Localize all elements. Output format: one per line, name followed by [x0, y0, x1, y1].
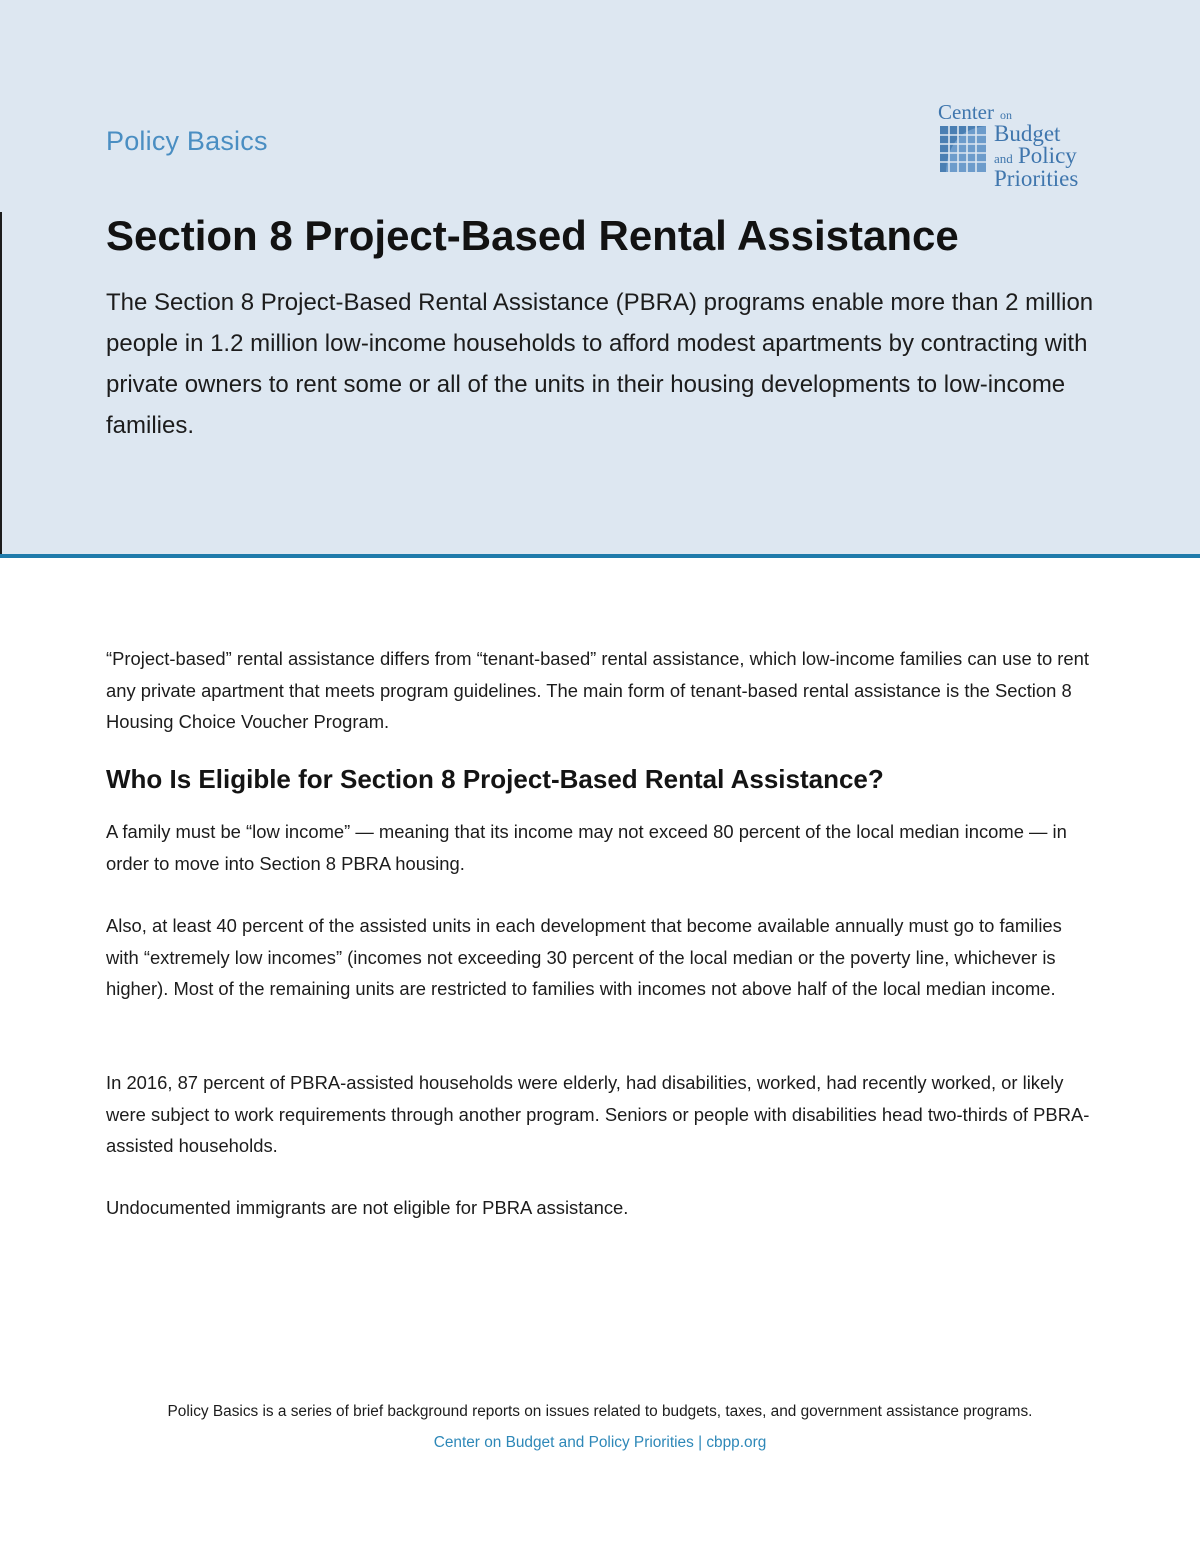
summary-paragraph: The Section 8 Project-Based Rental Assistance (PBRA) programs enable more than 2 million people in 1.2 million low-income households to afford modest apartments by contracting with private owners to rent some or all of the units in their housing developments to low-income families. — [106, 289, 1094, 439]
footer-links — [0, 1434, 1200, 1452]
page-title: Section 8 Project-Based Rental Assistance — [106, 212, 959, 259]
eligibility-paragraph-1: A family must be “low income” — meaning that its income may not exceed 80 percent of the local median income — in order to move into Section 8 PBRA housing. — [106, 821, 1067, 874]
logo-line-budget: Budget — [994, 121, 1061, 146]
eligibility-paragraph-3: In 2016, 87 percent of PBRA-assisted households were elderly, had disabilities, worked, had recently worked, or likely were subject to work requirements through another program. Seniors or people with disabilities head two-thirds of PBRA-assisted households. — [106, 1072, 1090, 1156]
logo-line-priorities: Priorities — [994, 166, 1079, 191]
eligibility-paragraph-4: Undocumented immigrants are not eligible for PBRA assistance. — [106, 1197, 629, 1218]
intro-paragraph: “Project-based” rental assistance differs from “tenant-based” rental assistance, which low-income families can use to rent any private apartment that meets program guidelines. The main form of tenant-based rental assistance is the Section 8 Housing Choice Voucher Program. — [106, 648, 1089, 732]
logo-line-center: Center — [938, 100, 994, 124]
cbpp-logo — [938, 100, 1098, 192]
website-link[interactable]: cbpp.org — [706, 1434, 767, 1451]
left-accent-rule — [0, 212, 2, 554]
logo-line-policy: Policy — [1018, 143, 1077, 168]
logo-grid-icon — [940, 126, 986, 172]
footer-separator: | — [698, 1434, 703, 1451]
eligibility-paragraph-2: Also, at least 40 percent of the assisted units in each development that become available annually must go to families with “extremely low incomes” (incomes not exceeding 30 percent of the local median or the poverty line, whichever is higher). Most of the remaining units are restricted to families with incomes not above half of the local median income. — [106, 915, 1062, 999]
footer-note: Policy Basics is a series of brief background reports on issues related to budgets, taxes, and government assistance programs. — [167, 1403, 1033, 1420]
header-band — [0, 0, 1200, 558]
org-name-link[interactable]: Center on Budget and Policy Priorities — [433, 1434, 694, 1451]
logo-line-on: on — [1000, 108, 1012, 122]
series-label: Policy Basics — [106, 126, 268, 156]
logo-line-and: and — [994, 151, 1013, 166]
eligibility-heading: Who Is Eligible for Section 8 Project-Based Rental Assistance? — [106, 764, 884, 794]
